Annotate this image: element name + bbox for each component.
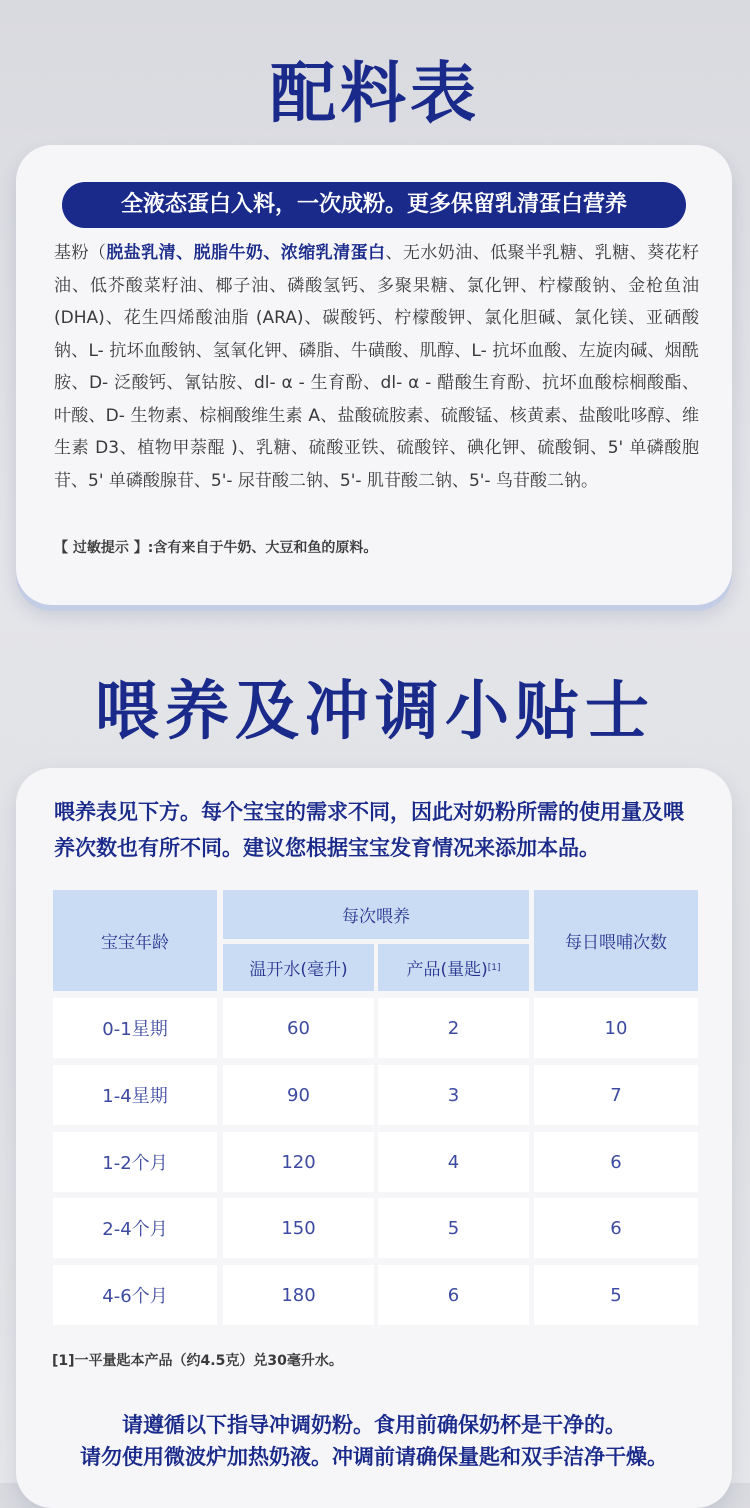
ingredients-body: 、无水奶油、低聚半乳糖、乳糖、葵花籽油、低芥酸菜籽油、椰子油、磷酸氢钙、多聚果糖、氯化钾、柠檬酸钠、金枪鱼油(DHA)、花生四烯酸油脂 (ARA)、碳酸钙、柠檬酸钾、氯化胆碱、氯化镁、亚硒酸钠、L- 抗坏血酸钠、氢氧化钾、磷脂、牛磺酸、肌醇、L- 抗坏血酸、左旋肉碱、烟酰胺、D- 泛酸钙、氰钴胺、dl- α - 生育酚、dl- α - 醋酸生育酚、抗坏血酸棕榈酸酯、叶酸、D- 生物素、棕榈酸维生素 A、盐酸硫胺素、硫酸锰、核黄素、盐酸吡哆醇、维生素 D3、植物甲萘醌 )、乳糖、硫酸亚铁、硫酸锌、碘化钾、硫酸铜、5' 单磷酸胞苷、5' 单磷酸腺苷、5'- 尿苷酸二钠、5'- 肌苷酸二钠、5'- 鸟苷酸二钠。 xyxy=(54,243,700,491)
cell-age: 4-6个月 xyxy=(53,1265,217,1325)
header-water: 温开水(毫升) xyxy=(223,944,374,991)
cell-times: 6 xyxy=(534,1132,698,1192)
cell-times: 10 xyxy=(534,998,698,1058)
header-product-label: 产品(量匙) xyxy=(406,960,488,980)
cell-times: 6 xyxy=(534,1198,698,1258)
header-daily: 每日喂哺次数 xyxy=(534,890,698,991)
table-footnote: [1]一平量匙本产品（约4.5克）兑30毫升水。 xyxy=(52,1353,343,1369)
cell-product: 4 xyxy=(378,1132,529,1192)
cell-age: 2-4个月 xyxy=(53,1198,217,1258)
cell-water: 150 xyxy=(223,1198,374,1258)
ingredients-list xyxy=(54,237,699,497)
ingredients-banner: 全液态蛋白入料，一次成粉。更多保留乳清蛋白营养 xyxy=(62,182,686,228)
cell-age: 1-2个月 xyxy=(53,1132,217,1192)
ingredients-highlight: 脱盐乳清、脱脂牛奶、浓缩乳清蛋白 xyxy=(106,243,386,263)
cell-water: 90 xyxy=(223,1065,374,1125)
cell-times: 5 xyxy=(534,1265,698,1325)
cell-water: 60 xyxy=(223,998,374,1058)
guide-line-2: 请勿使用微波炉加热奶液。冲调前请确保量匙和双手洁净干燥。 xyxy=(80,1445,668,1469)
cell-age: 0-1星期 xyxy=(53,998,217,1058)
header-per-feed: 每次喂养 xyxy=(223,890,529,939)
feeding-title: 喂养及冲调小贴士 xyxy=(95,675,655,749)
cell-times: 7 xyxy=(534,1065,698,1125)
ingredients-title: 配料表 xyxy=(270,55,480,132)
header-product-footnote-ref: [1] xyxy=(487,962,501,973)
cell-water: 120 xyxy=(223,1132,374,1192)
feeding-intro: 喂养表见下方。每个宝宝的需求不同，因此对奶粉所需的使用量及喂养次数也有所不同。建议您根据宝宝发育情况来添加本品。 xyxy=(54,800,684,860)
cell-product: 2 xyxy=(378,998,529,1058)
header-age: 宝宝年龄 xyxy=(53,890,217,991)
cell-product: 3 xyxy=(378,1065,529,1125)
ingredients-card xyxy=(16,145,732,605)
feeding-card xyxy=(16,768,732,1508)
ingredients-prefix: 基粉（ xyxy=(54,243,107,263)
allergy-text: :含有来自于牛奶、大豆和鱼的原料。 xyxy=(147,540,378,556)
header-product xyxy=(378,944,529,991)
cell-water: 180 xyxy=(223,1265,374,1325)
cell-product: 6 xyxy=(378,1265,529,1325)
allergy-note xyxy=(54,537,377,557)
cell-product: 5 xyxy=(378,1198,529,1258)
allergy-label: 【 过敏提示 】 xyxy=(54,540,148,556)
cell-age: 1-4星期 xyxy=(53,1065,217,1125)
guide-line-1: 请遵循以下指导冲调奶粉。食用前确保奶杯是干净的。 xyxy=(122,1413,626,1437)
